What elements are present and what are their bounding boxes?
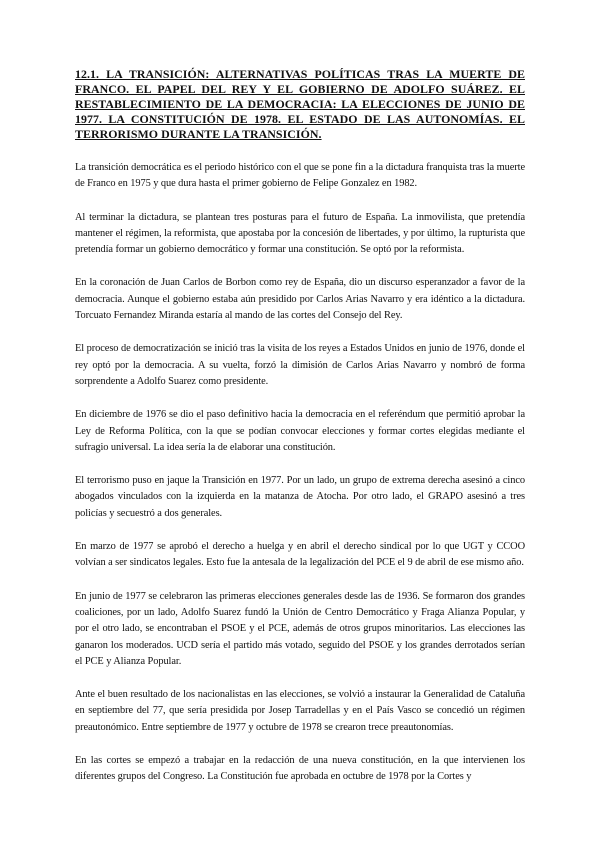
- paragraph-3: En la coronación de Juan Carlos de Borbon como rey de España, dio un discurso esperanzador a favor de la democracia. Aunque el gobierno estaba aún presidido por Carlos Arias Navarro y era idéntico a la dictadura. Torcuato Fernandez Miranda estaría al mando de las cortes del Consejo del Rey.: [75, 277, 525, 322]
- paragraph-6: El terrorismo puso en jaque la Transición en 1977. Por un lado, un grupo de extrema derecha asesinó a cinco abogados vinculados con la izquierda en la matanza de Atocha. Por otro lado, el GRAPO asesinó a tres policías y secuestró a dos generales.: [75, 475, 525, 519]
- paragraph-2: Al terminar la dictadura, se plantean tres posturas para el futuro de España. La inmovilista, que pretendía mantener el régimen, la reformista, que apostaba por la concesión de libertades, y por último, la rupturista que pretendía formar un gobierno democrático y formar una constitución. Se optó por la reformista.: [75, 211, 525, 256]
- paragraph-1: La transición democrática es el periodo histórico con el que se pone fin a la dictadura franquista tras la muerte de Franco en 1975 y que dura hasta el primer gobierno de Felipe Gonzalez en 1982.: [75, 162, 525, 190]
- paragraph-8: En junio de 1977 se celebraron las primeras elecciones generales desde las de 1936. Se formaron dos grandes coaliciones, por un lado, Adolfo Suarez fundó la Unión de Centro Democrático y Fraga Alianza Popular, y por el otro lado, se encontraban el PSOE y el PCE, además de otros grupos minoritarios. Las elecciones las ganaron los moderados. UCD sería el partido más votado, seguido del PSOE y los grandes derrotados serían el PCE y Alianza Popular.: [75, 590, 525, 667]
- paragraph-9: Ante el buen resultado de los nacionalistas en las elecciones, se volvió a instaurar la Generalidad de Cataluña en septiembre del 77, que sería presidida por Josep Tarradellas y en el País Vasco se concedió un régimen preautonómico. Entre septiembre de 1977 y octubre de 1978 se crearon trece preautonomías.: [75, 689, 525, 733]
- paragraph-7: En marzo de 1977 se aprobó el derecho a huelga y en abril el derecho sindical por lo que UGT y CCOO volvían a ser sindicatos legales. Esto fue la antesala de la legalización del PCE el 9 de abril de ese mismo año.: [75, 541, 525, 569]
- paragraph-5: En diciembre de 1976 se dio el paso definitivo hacia la democracia en el referéndum que permitió aprobar la Ley de Reforma Política, con la que se podían convocar elecciones y formar cortes elegidas mediante el sufragio universal. La idea sería la de elaborar una constitución.: [75, 409, 525, 453]
- paragraph-10: En las cortes se empezó a trabajar en la redacción de una nueva constitución, en la que intervienen los diferentes grupos del Congreso. La Constitución fue aprobada en octubre de 1978 por la Cortes y: [75, 755, 525, 783]
- document-title: 12.1. LA TRANSICIÓN: ALTERNATIVAS POLÍTICAS TRAS LA MUERTE DE FRANCO. EL PAPEL DEL REY Y EL GOBIERNO DE ADOLFO SUÁREZ. EL RESTABLECIMIENTO DE LA DEMOCRACIA: LA ELECCIONES DE JUNIO DE 1977. LA CONSTITUCIÓN DE 1978. EL ESTADO DE LAS AUTONOMÍAS. EL TERRORISMO DURANTE LA TRANSICIÓN.: [75, 67, 525, 141]
- paragraph-4: El proceso de democratización se inició tras la visita de los reyes a Estados Unidos en junio de 1976, donde el rey optó por la democracia. A su vuelta, forzó la dimisión de Carlos Arias Navarro y nombró de forma sorprendente a Adolfo Suarez como presidente.: [75, 343, 525, 387]
